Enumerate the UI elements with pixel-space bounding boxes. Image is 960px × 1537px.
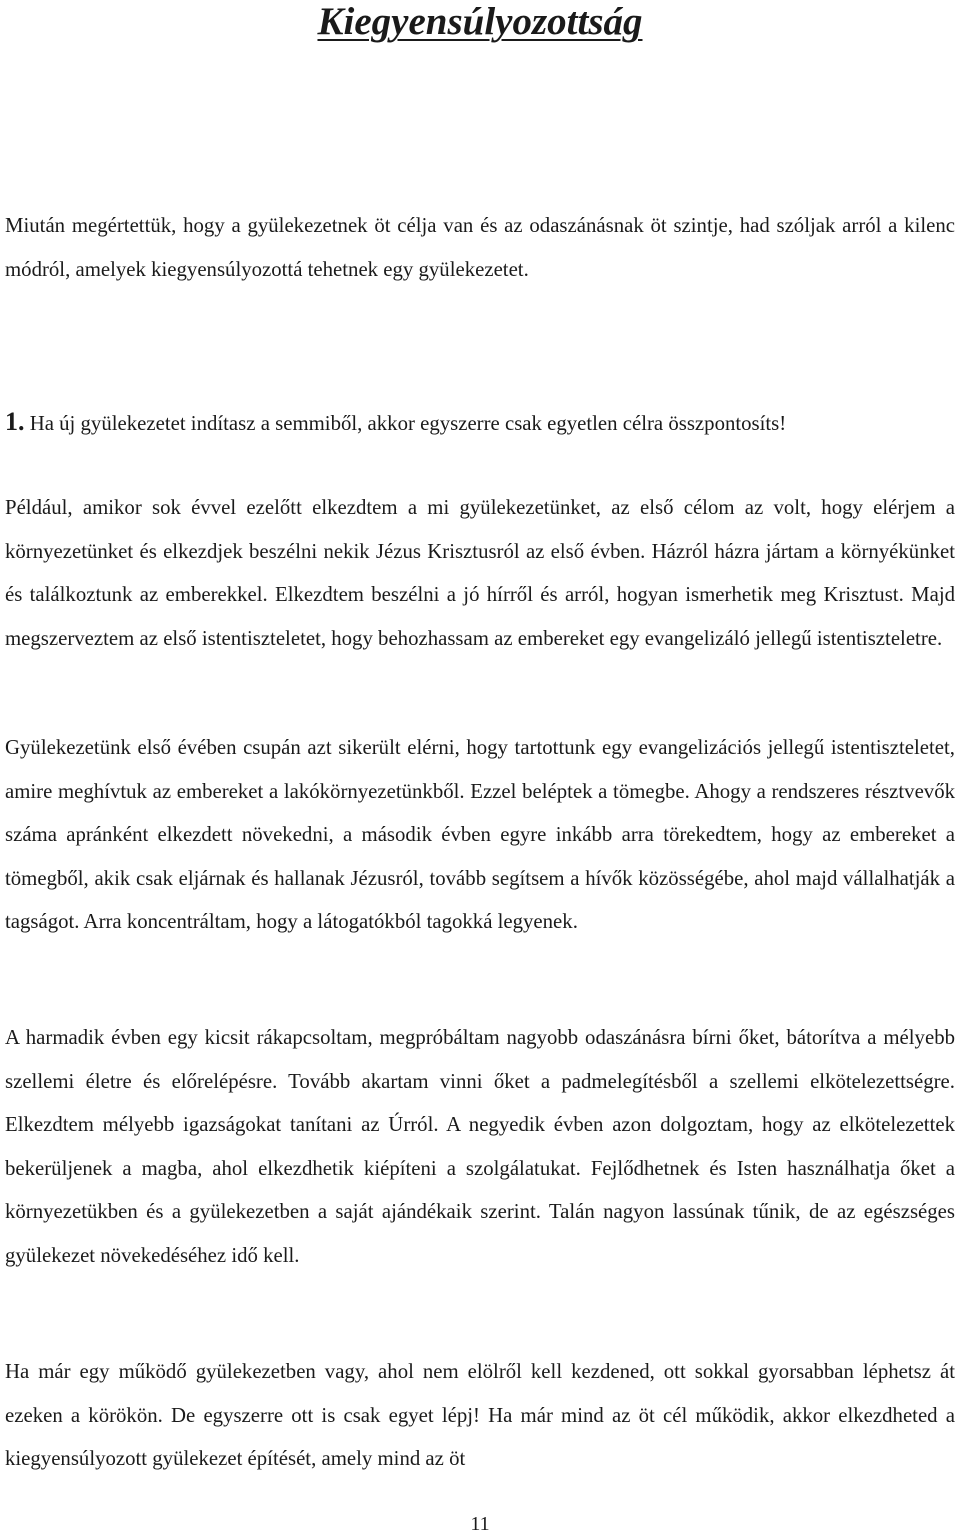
step-number: 1.	[5, 407, 25, 436]
body-paragraph-2: Gyülekezetünk első évében csupán azt sikerült elérni, hogy tartottunk egy evangelizációs jellegű istentiszteletet, amire meghívtuk az embereket a lakókörnyezetünkből. Ezzel beléptek a tömegbe. Ahogy a rendszeres résztvevők száma apránként elkezdett növekedni, a második évben egyre inkább arra törekedtem, hogy az embereket a tömegből, akik csak eljárnak és hallanak Jézusról, tovább segítsem a hívők közösségébe, ahol majd vállalhatják a tagságot. Arra koncentráltam, hogy a látogatókból tagokká legyenek.	[5, 736, 955, 934]
body-paragraph-1: Például, amikor sok évvel ezelőtt elkezdtem a mi gyülekezetünket, az első célom az volt, hogy elérjem a környezetünket és elkezdjek beszélni nekik Jézus Krisztusról az első évben. Házról házra jártam a környékünket és találkoztunk az emberekkel. Elkezdtem beszélni a jó hírről és arról, hogyan ismerhetik meg Krisztust. Majd megszerveztem az első istentiszteletet, hogy behozhassam az embereket egy evangelizáló jellegű istentiszteletre.	[5, 496, 955, 650]
body-paragraph-4: Ha már egy működő gyülekezetben vagy, ahol nem elölről kell kezdened, ott sokkal gyorsabban léphetsz át ezeken a körökön. De egyszerre ott is csak egyet lépj! Ha már mind az öt cél működik, akkor elkezdheted a kiegyensúlyozott gyülekezet építését, amely mind az öt	[5, 1360, 955, 1471]
page-title: Kiegyensúlyozottság	[317, 0, 643, 43]
step-heading	[5, 400, 955, 446]
step-text: Ha új gyülekezetet indítasz a semmiből, akkor egyszerre csak egyetlen célra összpontosíts!	[24, 412, 787, 435]
intro-paragraph: Miután megértettük, hogy a gyülekezetnek öt célja van és az odaszánásnak öt szintje, had szóljak arról a kilenc módról, amelyek kiegyensúlyozottá tehetnek egy gyülekezetet.	[5, 214, 955, 281]
body-paragraph-3: A harmadik évben egy kicsit rákapcsoltam, megpróbáltam nagyobb odaszánásra bírni őket, bátorítva a mélyebb szellemi életre és előrelépésre. Tovább akartam vinni őket a padmelegítésből a szellemi elkötelezettségre. Elkezdtem mélyebb igazságokat tanítani az Úrról. A negyedik évben azon dolgoztam, hogy az elkötelezettek bekerüljenek a magba, ahol elkezdhetik kiépíteni a szolgálatukat. Fejlődhetnek és Isten használhatja őket a környezetükben és a gyülekezetben a saját ajándékaik szerint. Talán nagyon lassúnak tűnik, de az egészséges gyülekezet növekedéséhez idő kell.	[5, 1026, 955, 1267]
page-number: 11	[470, 1513, 490, 1535]
